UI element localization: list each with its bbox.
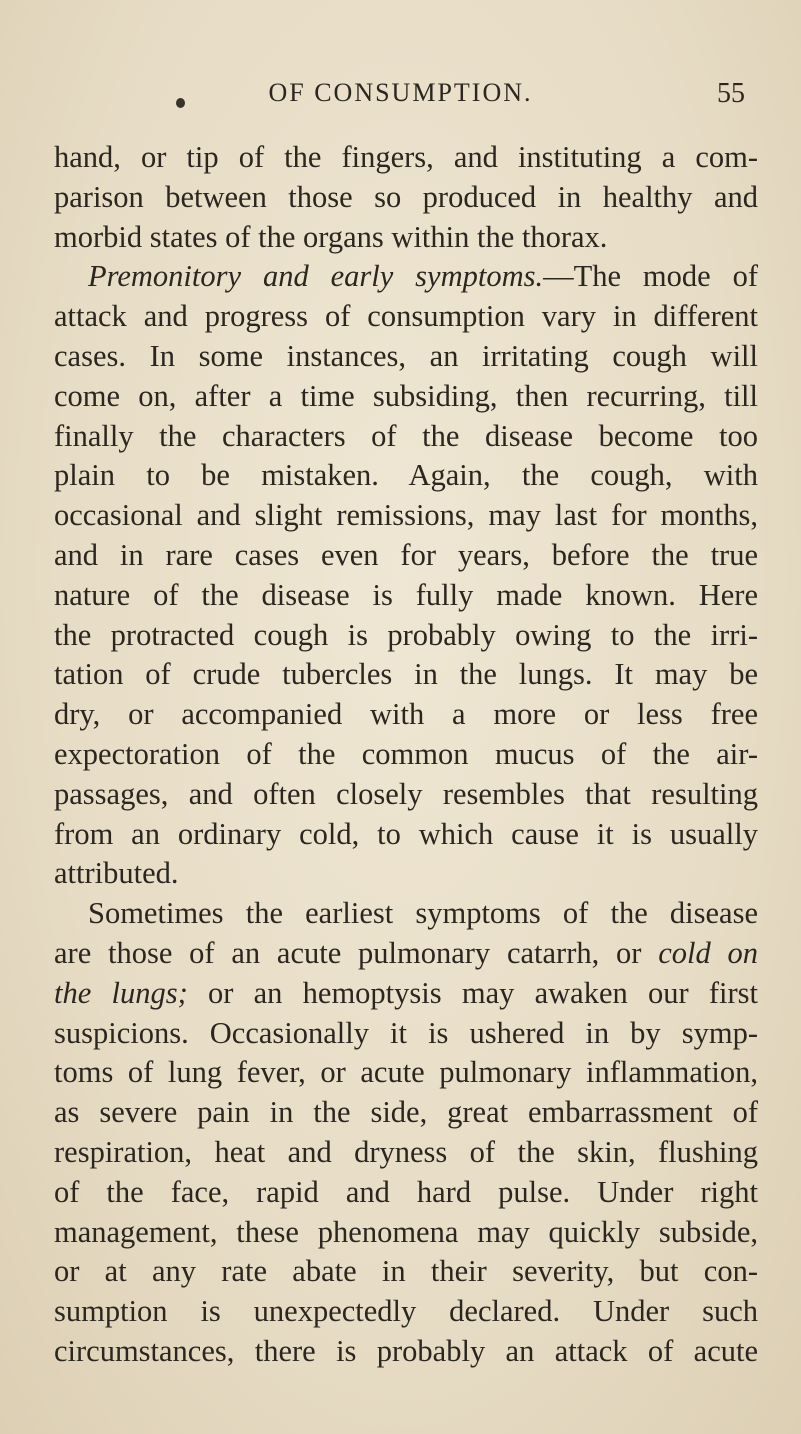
text-fragment: —The mode of: [543, 259, 758, 294]
text-line: dry, or accompanied with a more or less free: [54, 697, 758, 732]
body-text: [54, 138, 758, 1372]
page-header: [0, 78, 801, 118]
text-line: and in rare cases even for years, before the true: [54, 537, 758, 572]
text-line: or at any rate abate in their severity, but con-: [54, 1254, 758, 1289]
section-heading-line: [54, 257, 758, 297]
text-line: circumstances, there is probably an attack of acute: [54, 1333, 758, 1368]
text-line: tation of crude tubercles in the lungs. It may be: [54, 657, 758, 692]
text-line: passages, and often closely resembles that resulting: [54, 776, 758, 811]
page-number: 55: [717, 78, 745, 109]
text-line-mixed: [54, 974, 758, 1014]
text-line: the protracted cough is probably owing to the irri-: [54, 617, 758, 652]
text-line-mixed: [54, 934, 758, 974]
text-line: respiration, heat and dryness of the skin, flushing: [54, 1134, 758, 1169]
text-line: cases. In some instances, an irritating cough will: [54, 338, 758, 373]
text-line: nature of the disease is fully made known. Here: [54, 577, 758, 612]
ink-speck: [176, 98, 185, 108]
section-heading: Premonitory and early symptoms.: [88, 259, 544, 294]
text-fragment: or an hemoptysis may awaken our first: [208, 975, 758, 1010]
text-line: of the face, rapid and hard pulse. Under right: [54, 1174, 758, 1209]
text-line: finally the characters of the disease become too: [54, 418, 758, 453]
italic-phrase: cold on: [658, 935, 758, 970]
text-line: sumption is unexpectedly declared. Under such: [54, 1294, 758, 1329]
text-fragment: are those of an acute pulmonary catarrh, or: [54, 935, 642, 970]
text-line: Sometimes the earliest symptoms of the disease: [88, 896, 758, 931]
text-line: expectoration of the common mucus of the air-: [54, 736, 758, 771]
text-line: from an ordinary cold, to which cause it is usually: [54, 816, 758, 851]
text-line: suspicions. Occasionally it is ushered in by symp-: [54, 1015, 758, 1050]
text-line: hand, or tip of the fingers, and instituting a com-: [54, 140, 758, 174]
text-line: plain to be mistaken. Again, the cough, with: [54, 458, 758, 493]
text-line: occasional and slight remissions, may last for months,: [54, 498, 758, 533]
text-line: attack and progress of consumption vary in different: [54, 299, 758, 334]
text-line: parison between those so produced in healthy and: [54, 179, 758, 214]
text-line: as severe pain in the side, great embarrassment of: [54, 1095, 758, 1130]
text-line: management, these phenomena may quickly subside,: [54, 1214, 758, 1249]
text-line: come on, after a time subsiding, then recurring, till: [54, 378, 758, 413]
text-line: morbid states of the organs within the thorax.: [54, 219, 608, 254]
running-head: OF CONSUMPTION.: [268, 78, 533, 107]
text-line: attributed.: [54, 856, 179, 891]
text-line: toms of lung fever, or acute pulmonary inflammation,: [54, 1055, 758, 1090]
italic-phrase: the lungs;: [54, 975, 188, 1010]
